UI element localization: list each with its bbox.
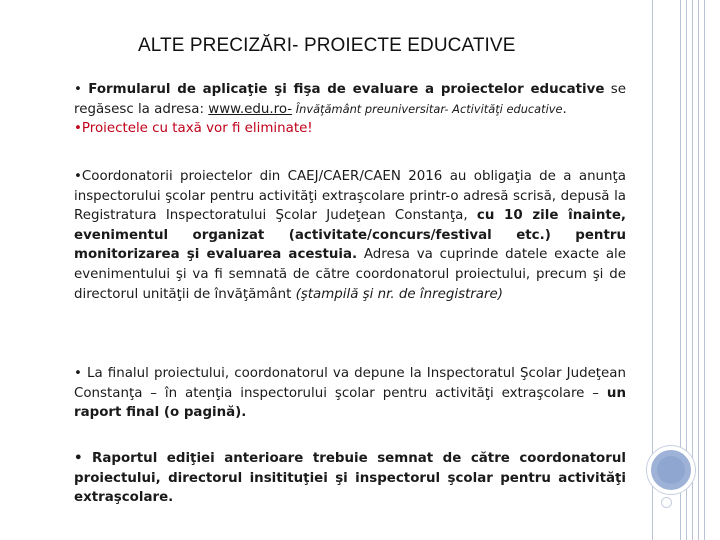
coordinators-text: •Coordonatorii proiectelor din CAEJ/CAER/CAEN 2016 au obligaţia de a anunţa inspectorului şcolar pentru activităţi extraşcolare printr-o adresă scrisă, depusă la Registratura Inspectoratului Şcolar Judeţean Constanţa,	[74, 169, 626, 224]
stamp-note: (ştampilă şi nr. de înregistrare)	[295, 286, 503, 302]
paragraph-forms	[74, 80, 626, 139]
bullet: •	[74, 82, 89, 97]
edu-link[interactable]: www.edu.ro-	[208, 101, 293, 117]
bullet: •	[74, 451, 93, 466]
final-report-text: • La finalul proiectului, coordonatorul va depune la Inspectoratul Şcolar Judeţean Constanţa – în atenţia inspectorului şcolar pentru activităţi extraşcolare –	[74, 366, 626, 401]
decorative-circle	[647, 446, 695, 494]
fee-projects-warning: •Proiectele cu taxă vor fi eliminate!	[74, 121, 313, 137]
period: .	[562, 101, 567, 117]
final-report-bold: un raport final (o pagină).	[74, 385, 626, 421]
decorative-small-circle	[661, 497, 672, 508]
section-path-text: Învăţământ preuniversitar- Activităţi educative	[292, 101, 563, 116]
paragraph-coordinators	[74, 167, 626, 304]
decorative-line	[698, 0, 699, 540]
decorative-line	[704, 0, 705, 540]
forms-text: se regăsesc la adresa:	[74, 82, 626, 117]
decorative-circle-inner	[657, 456, 685, 484]
slide-title: ALTE PRECIZĂRI- PROIECTE EDUCATIVE	[138, 35, 516, 56]
forms-bold-text: Formularul de aplicaţie şi fişa de evaluare a proiectelor educative	[88, 82, 605, 97]
previous-report-text: Raportul ediţiei anterioare trebuie semnat de către coordonatorul proiectului, directorul insitituţiei şi inspectorul şcolar pentru activităţi extraşcolare.	[74, 451, 626, 506]
coordinators-bold-text: cu 10 zile înainte, evenimentul organizat (activitate/concurs/festival etc.) pentru monitorizarea şi evaluarea acestuia.	[74, 208, 626, 263]
coordinators-text-2: Adresa va cuprinde datele exacte ale evenimentului şi va fi semnată de către coordonatorul proiectului, precum şi de directorul unităţii de învăţământ	[74, 247, 626, 302]
paragraph-final-report	[74, 364, 626, 423]
paragraph-previous-report	[74, 449, 626, 508]
